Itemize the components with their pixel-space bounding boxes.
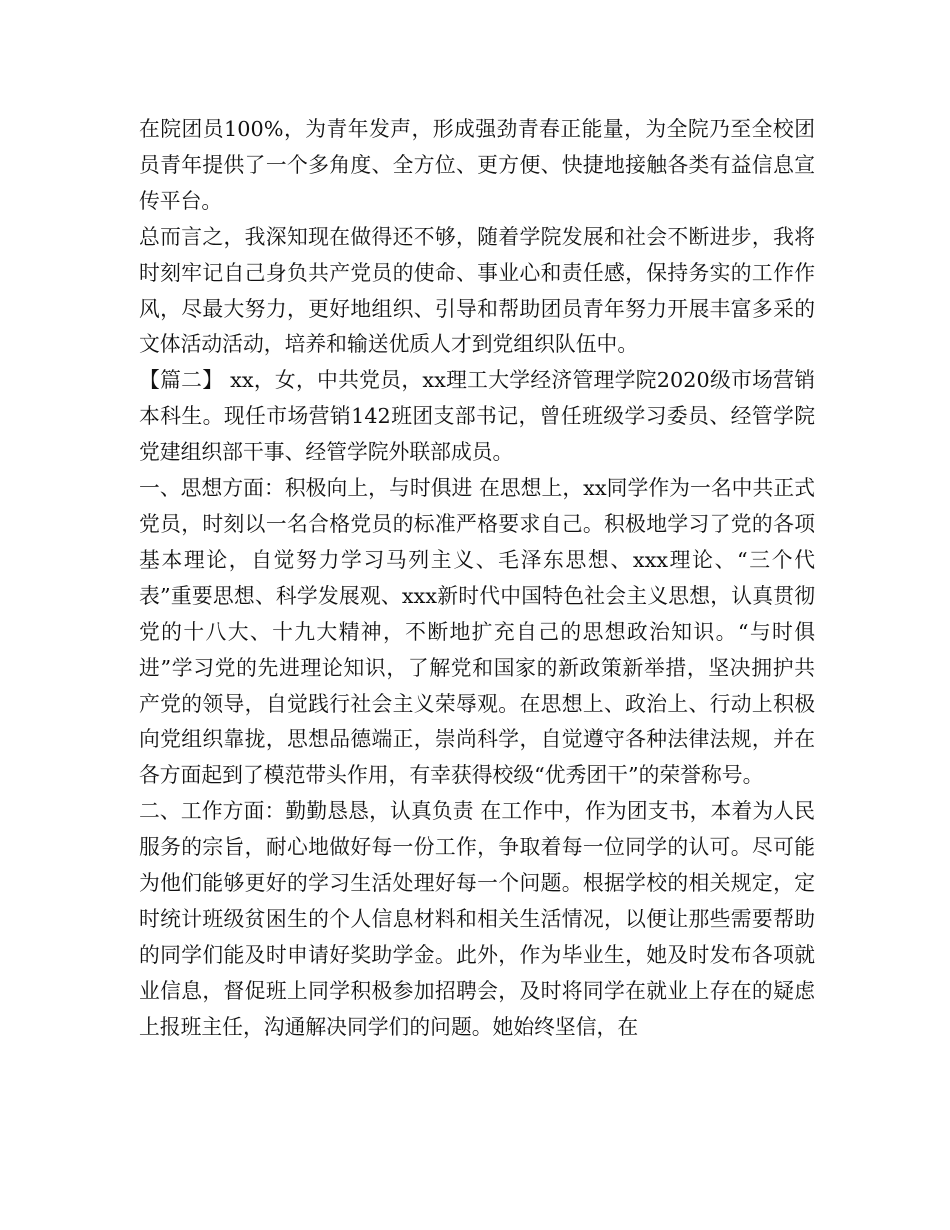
paragraph-summary: 总而言之，我深知现在做得还不够，随着学院发展和社会不断进步，我将时刻牢记自己身负共产党员的使命、事业心和责任感，保持务实的工作作风，尽最大努力，更好地组织、引导和帮助团员青年努力开展丰富多采的文体活动活动，培养和输送优质人才到党组织队伍中。 — [139, 224, 815, 357]
paragraph-section-two-intro: 【篇二】 xx，女，中共党员，xx理工大学经济管理学院2020级市场营销本科生。现任市场营销142班团支部书记，曾任班级学习委员、经管学院党建组织部干事、经管学院外联部成员。 — [139, 368, 815, 465]
document-page — [139, 112, 815, 1046]
paragraph-continuation: 在院团员100%，为青年发声，形成强劲青春正能量，为全院乃至全校团员青年提供了一个多角度、全方位、更方便、快捷地接触各类有益信息宣传平台。 — [139, 117, 815, 213]
paragraph-ideology: 一、思想方面：积极向上，与时俱进 在思想上，xx同学作为一名中共正式党员，时刻以一名合格党员的标准严格要求自己。积极地学习了党的各项基本理论，自觉努力学习马列主义、毛泽东思想、xxx理论、“三个代表”重要思想、科学发展观、xxx新时代中国特色社会主义思想，认真贯彻党的十八大、十九大精神，不断地扩充自己的思想政治知识。“与时俱进”学习党的先进理论知识，了解党和国家的新政策新举措，坚决拥护共产党的领导，自觉践行社会主义荣辱观。在思想上、政治上、行动上积极向党组织靠拢，思想品德端正，崇尚科学，自觉遵守各种法律法规，并在各方面起到了模范带头作用，有幸获得校级“优秀团干”的荣誉称号。 — [139, 476, 815, 788]
paragraph-work: 二、工作方面：勤勤恳恳，认真负责 在工作中，作为团支书，本着为人民服务的宗旨，耐心地做好每一份工作，争取着每一位同学的认可。尽可能为他们能够更好的学习生活处理好每一个问题。根据学校的相关规定，定时统计班级贫困生的个人信息材料和相关生活情况，以便让那些需要帮助的同学们能及时申请好奖助学金。此外，作为毕业生，她及时发布各项就业信息，督促班上同学积极参加招聘会，及时将同学在就业上存在的疑虑上报班主任，沟通解决同学们的问题。她始终坚信，在 — [139, 799, 815, 1039]
